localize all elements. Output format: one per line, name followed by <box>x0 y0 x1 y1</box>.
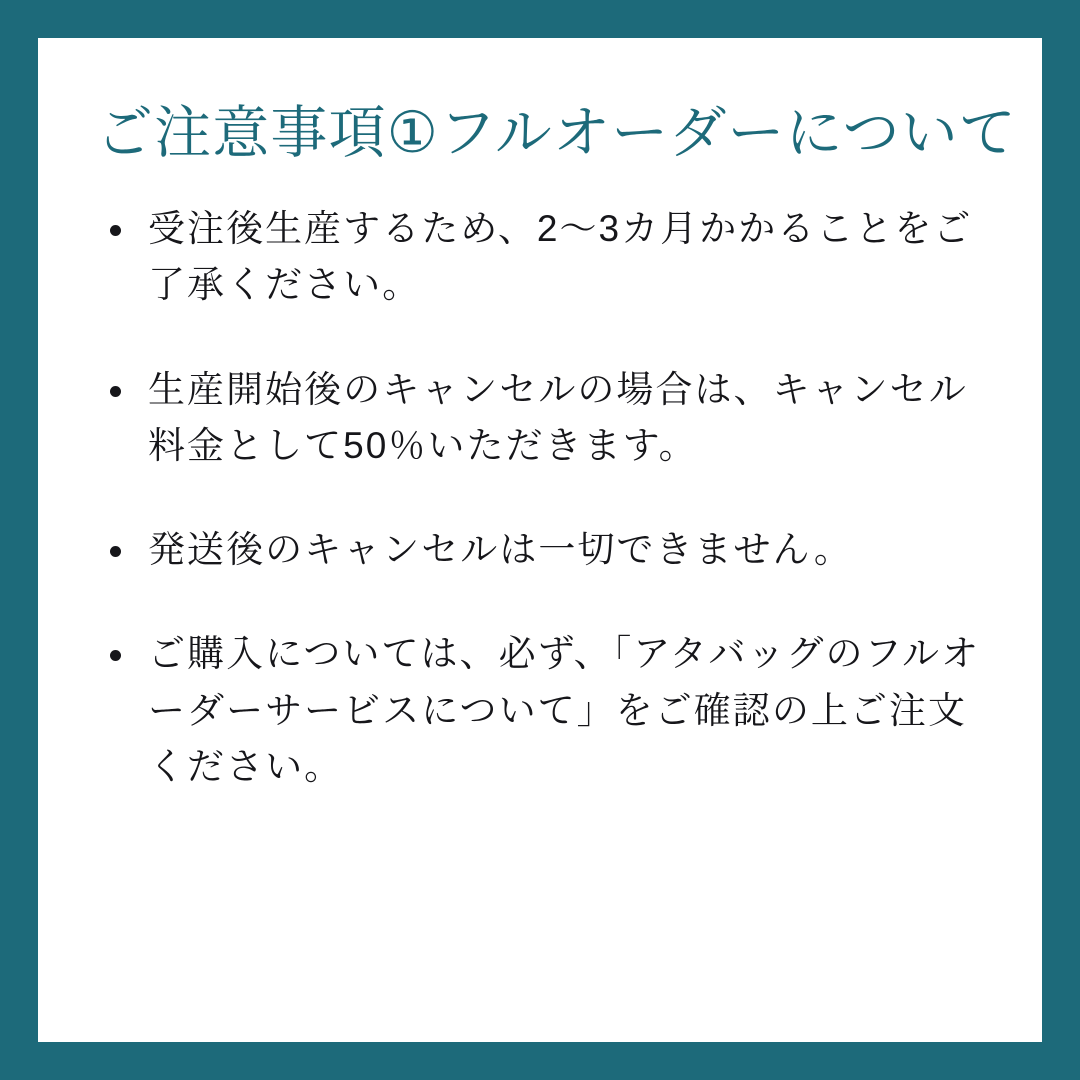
page-title: ご注意事項①フルオーダーについて <box>96 101 1017 165</box>
list-item: ご購入については、必ず、「アタバッグのフルオーダーサービスについて」をご確認の上ご注文ください。 <box>96 626 984 795</box>
notice-list <box>96 201 984 795</box>
content-card <box>38 38 1042 1042</box>
list-item: 発送後のキャンセルは一切できません。 <box>96 522 984 578</box>
list-item: 生産開始後のキャンセルの場合は、キャンセル料金として50％いただきます。 <box>96 362 984 474</box>
list-item: 受注後生産するため、2〜3カ月かかることをご了承ください。 <box>96 201 984 313</box>
